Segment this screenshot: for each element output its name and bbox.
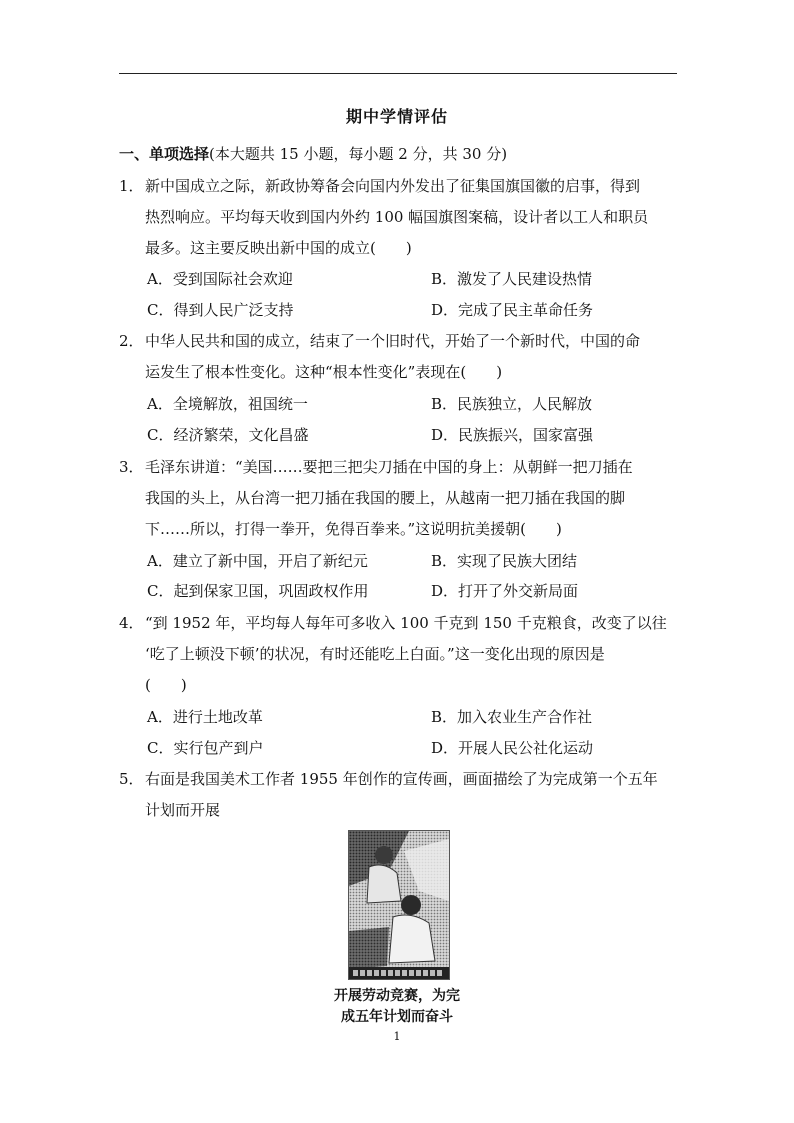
option-b[interactable]: B．激发了人民建设热情 [431, 270, 593, 288]
question-number: 5． [119, 770, 144, 788]
question-text: ‘吃了上顿没下顿’的状况，有时还能吃上白面。”这一变化出现的原因是 [145, 645, 605, 663]
question-4 [119, 608, 679, 701]
question-text: “到 1952 年，平均每人每年可多收入 100 千克到 150 千克粮食，改变了以往 [145, 614, 667, 632]
option-d[interactable]: D．民族振兴，国家富强 [431, 426, 594, 444]
question-text: 新中国成立之际，新政协筹备会向国内外发出了征集国旗国徽的启事，得到 [145, 177, 641, 195]
question-text: 下……所以，打得一拳开，免得百拳来。”这说明抗美援朝( ) [145, 520, 562, 538]
option-a[interactable]: A．进行土地改革 [147, 708, 263, 726]
option-b[interactable]: B．实现了民族大团结 [431, 552, 578, 570]
page-title: 期中学情评估 [345, 107, 448, 126]
section-note: (本大题共 15 小题，每小题 2 分，共 30 分) [209, 145, 508, 163]
question-text: 我国的头上，从台湾一把刀插在我国的腰上，从越南一把刀插在我国的脚 [145, 489, 626, 507]
option-c[interactable]: C．实行包产到户 [147, 739, 264, 757]
question-number: 1． [119, 177, 144, 195]
poster-illustration [349, 831, 449, 979]
question-number: 2． [119, 332, 144, 350]
option-c[interactable]: C．起到保家卫国，巩固政权作用 [147, 582, 369, 600]
question-number: 3． [119, 458, 144, 476]
page-number: 1 [393, 1030, 401, 1043]
section-heading [119, 143, 507, 164]
option-d[interactable]: D．开展人民公社化运动 [431, 739, 594, 757]
option-d[interactable]: D．完成了民主革命任务 [431, 301, 594, 319]
question-text: 中华人民共和国的成立，结束了一个旧时代，开始了一个新时代，中国的命 [145, 332, 641, 350]
header-rule [119, 73, 677, 74]
propaganda-poster-image [348, 830, 450, 980]
question-text: ( ) [145, 676, 187, 694]
question-number: 4． [119, 614, 144, 632]
question-2 [119, 326, 679, 388]
question-3 [119, 452, 679, 545]
question-text: 右面是我国美术工作者 1955 年创作的宣传画，画面描绘了为完成第一个五年 [145, 770, 658, 788]
question-text: 热烈响应。平均每天收到国内外约 100 幅国旗图案稿，设计者以工人和职员 [145, 208, 649, 226]
option-d[interactable]: D．打开了外交新局面 [431, 582, 579, 600]
question-1 [119, 171, 679, 264]
poster-caption-line: 成五年计划而奋斗 [341, 1009, 453, 1025]
option-a[interactable]: A．全境解放，祖国统一 [147, 395, 308, 413]
option-a[interactable]: A．建立了新中国，开启了新纪元 [147, 552, 368, 570]
option-a[interactable]: A．受到国际社会欢迎 [147, 270, 293, 288]
option-b[interactable]: B．加入农业生产合作社 [431, 708, 593, 726]
section-label: 一、单项选择 [119, 145, 210, 163]
poster-caption-line: 开展劳动竞赛，为完 [334, 988, 460, 1004]
question-text: 计划而开展 [145, 801, 221, 819]
question-text: 运发生了根本性变化。这种“根本性变化”表现在( ) [145, 363, 503, 381]
poster-caption [0, 986, 794, 1028]
option-c[interactable]: C．得到人民广泛支持 [147, 301, 294, 319]
question-text: 毛泽东讲道：“美国……要把三把尖刀插在中国的身上：从朝鲜一把刀插在 [145, 458, 633, 476]
option-b[interactable]: B．民族独立，人民解放 [431, 395, 593, 413]
question-5 [119, 764, 679, 826]
option-c[interactable]: C．经济繁荣，文化昌盛 [147, 426, 309, 444]
question-text: 最多。这主要反映出新中国的成立( ) [145, 239, 412, 257]
